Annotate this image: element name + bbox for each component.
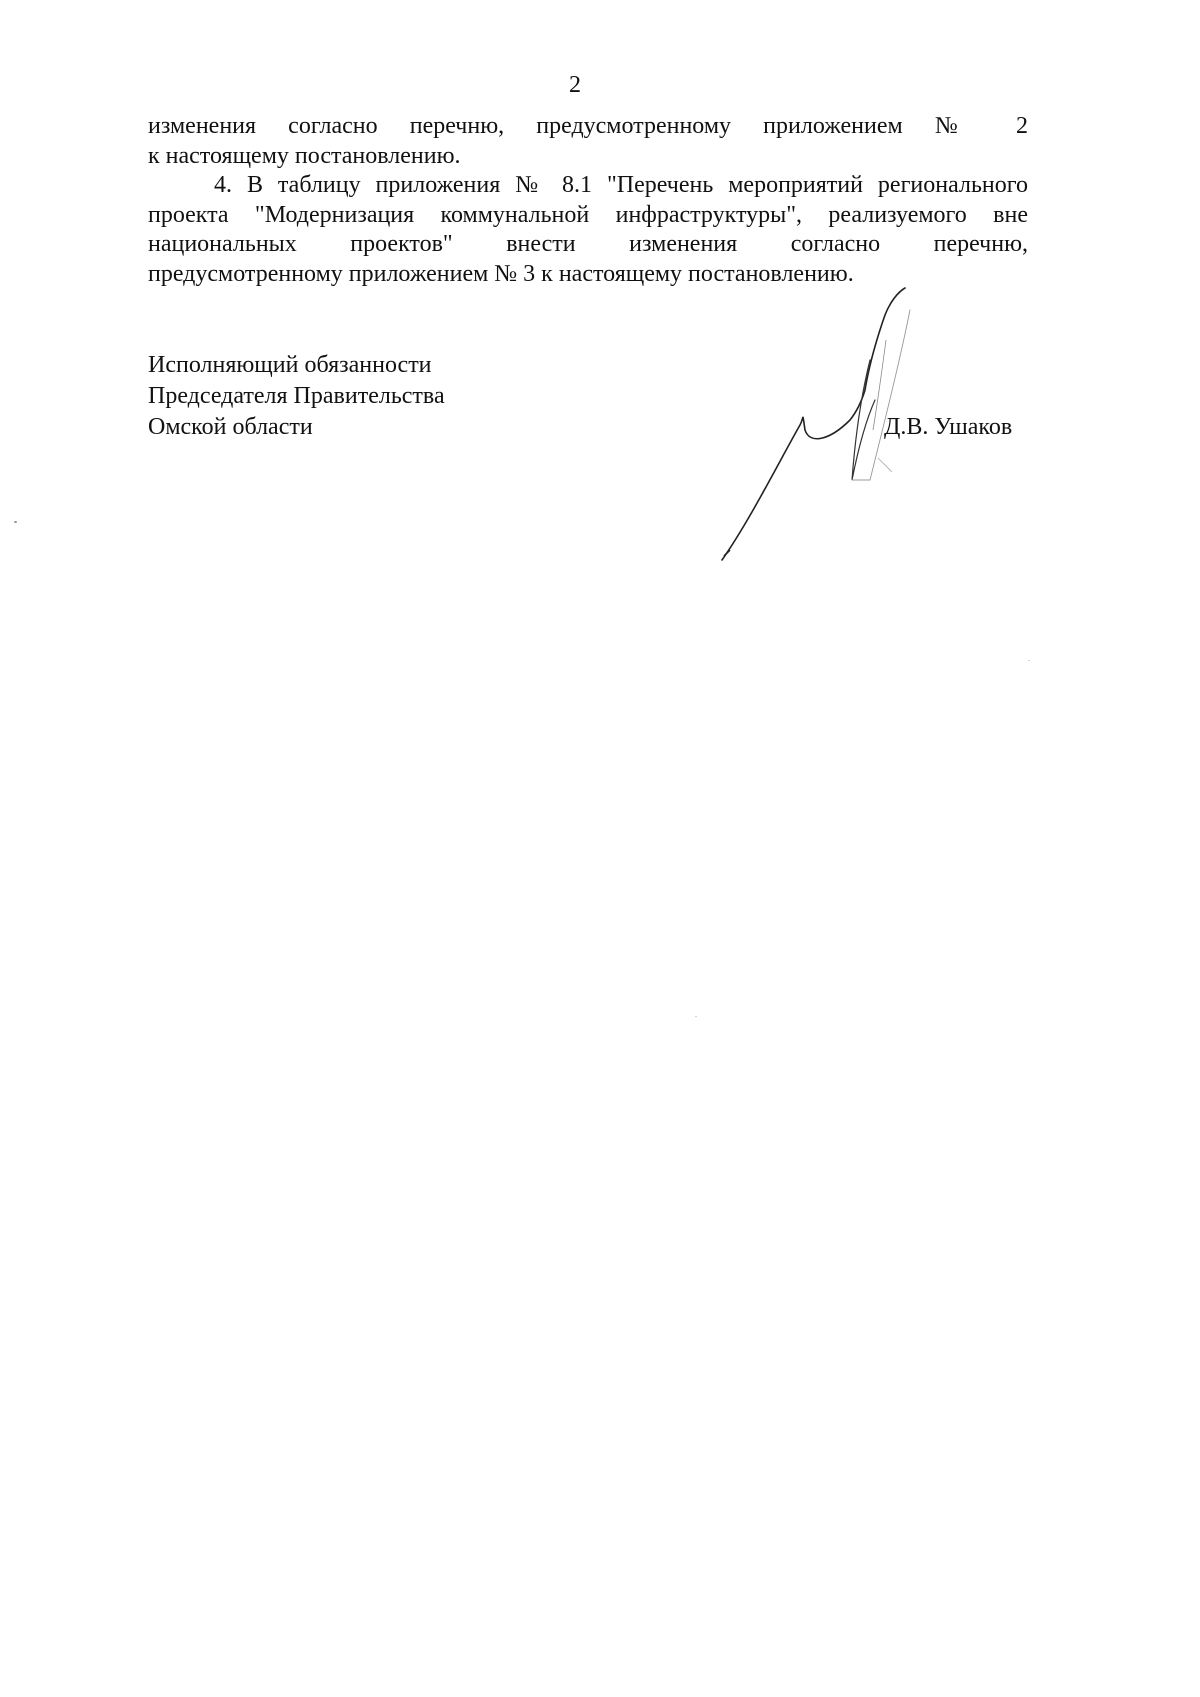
signer-name: Д.В. Ушаков bbox=[884, 414, 1013, 440]
text-line: проекта "Модернизация коммунальной инфраструктуры", реализуемого вне bbox=[148, 201, 1028, 228]
document-body bbox=[148, 112, 1028, 289]
text-line: изменения согласно перечню, предусмотренному приложением № 2 bbox=[148, 113, 1028, 139]
text-line: 4. В таблицу приложения № 8.1 "Перечень мероприятий регионального bbox=[214, 172, 1028, 198]
signer-position bbox=[148, 350, 445, 443]
paragraph-4 bbox=[148, 171, 1028, 289]
scan-speck bbox=[14, 521, 17, 523]
scan-speck bbox=[1028, 660, 1030, 661]
position-line: Исполняющий обязанности bbox=[148, 352, 432, 378]
text-line: национальных проектов" внести изменения согласно перечню, bbox=[148, 231, 1028, 257]
text-line: к настоящему постановлению. bbox=[148, 142, 461, 169]
position-line: Омской области bbox=[148, 414, 313, 440]
page-number: 2 bbox=[569, 72, 581, 98]
scan-speck bbox=[695, 1016, 697, 1017]
text-line: предусмотренному приложением № 3 к настоящему постановлению. bbox=[148, 260, 854, 287]
position-line: Председателя Правительства bbox=[148, 383, 445, 409]
paragraph-continuation bbox=[148, 112, 1028, 171]
